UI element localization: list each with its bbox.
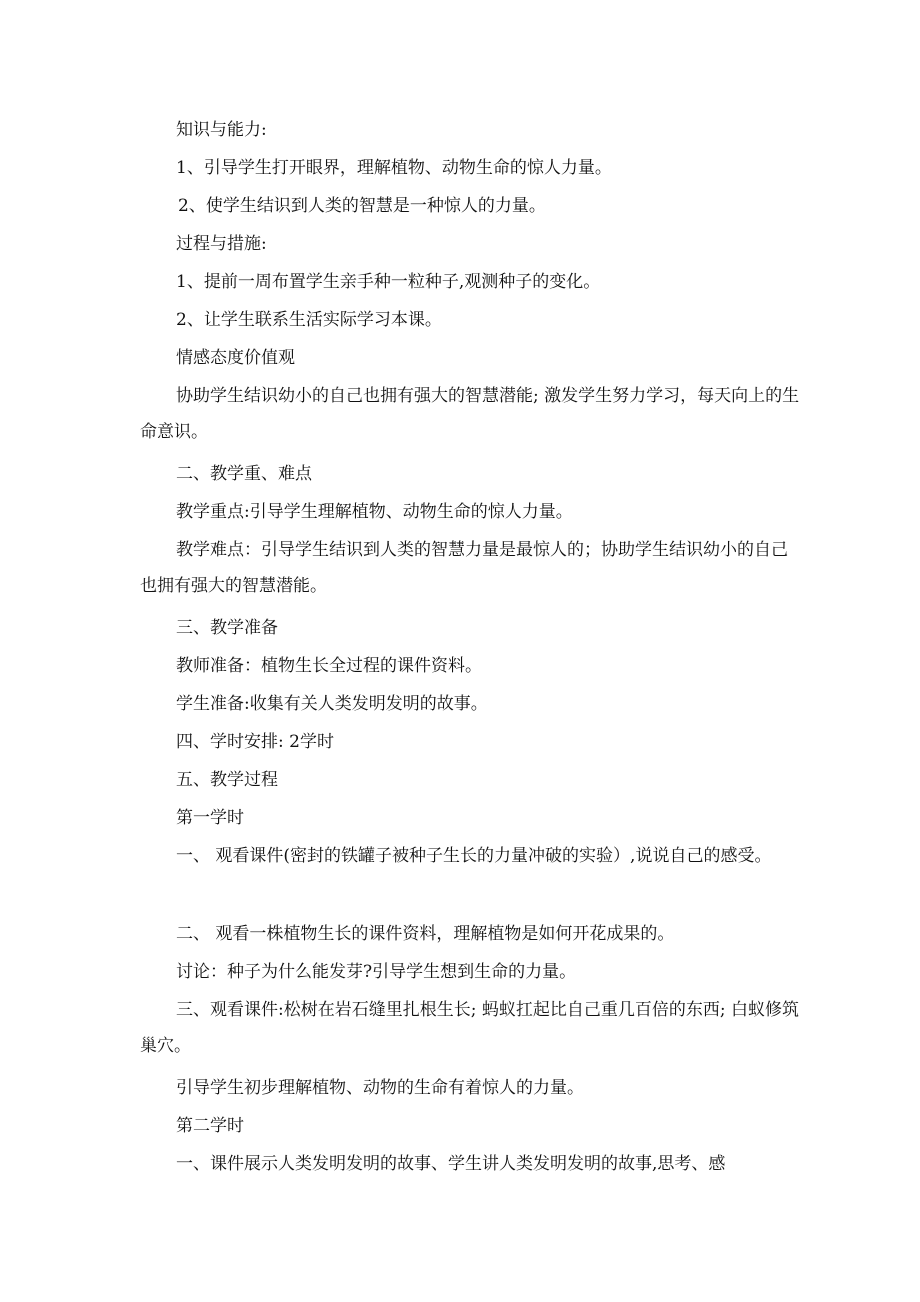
paragraph-method-2: 2、让学生联系生活实际学习本课。 — [176, 310, 442, 330]
paragraph-teacher-prep: 教师准备：植物生长全过程的课件资料。 — [176, 656, 482, 676]
paragraph-method-1: 1、提前一周布置学生亲手种一粒种子,观测种子的变化。 — [176, 272, 601, 292]
paragraph-key-point: 教学重点:引导学生理解植物、动物生命的惊人力量。 — [176, 502, 573, 522]
paragraph-guidance: 引导学生初步理解植物、动物的生命有着惊人的力量。 — [176, 1078, 584, 1098]
paragraph-student-prep: 学生准备:收集有关人类发明发明的故事。 — [176, 694, 488, 714]
heading-second-lesson: 第二学时 — [176, 1116, 244, 1136]
heading-knowledge-ability: 知识与能力: — [176, 120, 267, 140]
heading-values: 情感态度价值观 — [176, 348, 295, 368]
heading-preparation: 三、教学准备 — [176, 618, 278, 638]
paragraph-goal-2: 2、使学生结识到人类的智慧是一种惊人的力量。 — [178, 196, 546, 216]
heading-key-difficult-points: 二、教学重、难点 — [176, 464, 312, 484]
heading-process-methods: 过程与措施: — [176, 234, 267, 254]
paragraph-second-activity: 二、 观看一株植物生长的课件资料，理解植物是如何开花成果的。 — [176, 924, 675, 944]
heading-teaching-process: 五、教学过程 — [176, 770, 278, 790]
heading-first-lesson: 第一学时 — [176, 808, 244, 828]
heading-schedule: 四、学时安排: 2学时 — [176, 732, 334, 752]
paragraph-values: 协助学生结识幼小的自己也拥有强大的智慧潜能; 激发学生努力学习，每天向上的生命意识。 — [140, 386, 800, 442]
paragraph-first-activity: 一、 观看课件(密封的铁罐子被种子生长的力量冲破的实验）,说说自己的感受。 — [176, 846, 772, 866]
paragraph-goal-1: 1、引导学生打开眼界，理解植物、动物生命的惊人力量。 — [176, 158, 612, 178]
paragraph-second-lesson-activity: 一、课件展示人类发明发明的故事、学生讲人类发明发明的故事,思考、感 — [176, 1154, 726, 1174]
paragraph-discussion: 讨论：种子为什么能发芽?引导学生想到生命的力量。 — [176, 962, 577, 982]
paragraph-difficult-point: 教学难点：引导学生结识到人类的智慧力量是最惊人的；协助学生结识幼小的自己也拥有强大的智慧潜能。 — [140, 540, 788, 596]
paragraph-third-activity: 三、观看课件:松树在岩石缝里扎根生长; 蚂蚁扛起比自己重几百倍的东西; 白蚁修筑巢穴。 — [140, 1000, 799, 1056]
